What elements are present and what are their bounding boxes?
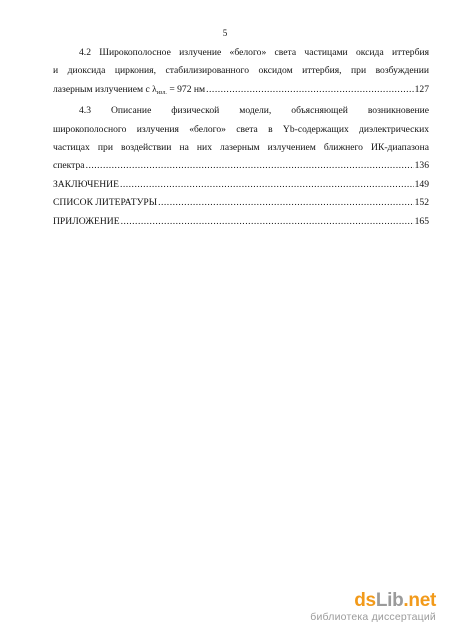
dot-leader (86, 157, 414, 175)
logo-ds: ds (354, 590, 376, 611)
watermark-subtitle: библиотека диссертаций (310, 611, 436, 623)
lambda-prefix: лазерным излучением с λ (53, 83, 157, 95)
dslib-watermark (310, 591, 436, 623)
dot-leader (158, 194, 414, 212)
toc-entry-conclusion-title: ЗАКЛЮЧЕНИЕ (53, 178, 119, 190)
toc-entry-4-2-page: 127 (414, 83, 429, 95)
wavelength-value: = 972 нм (166, 83, 206, 95)
page-number: 5 (222, 28, 228, 38)
dslib-logo (310, 591, 436, 610)
toc-entry-4-2[interactable] (53, 44, 429, 102)
toc-entry-references-title: СПИСОК ЛИТЕРАТУРЫ (53, 197, 158, 209)
logo-net: .net (403, 590, 436, 611)
toc-entry-4-2-line-3-text (53, 81, 205, 102)
toc-entry-4-3-line-4 (53, 157, 429, 175)
toc-entry-4-3-line-4-text: спектра (53, 160, 85, 172)
toc-entry-4-2-line-2: и диоксида циркония, стабилизированного оксидом иттербия, при возбуждении (53, 65, 429, 77)
dot-leader (120, 176, 414, 194)
toc-entry-appendix-title: ПРИЛОЖЕНИЕ (53, 215, 120, 227)
toc-entry-4-2-line-3 (53, 81, 429, 102)
toc-entry-appendix[interactable] (53, 213, 429, 231)
toc-entry-references-page: 152 (414, 197, 429, 209)
toc-entry-appendix-page: 165 (414, 215, 429, 227)
toc-entry-4-3-line-2: широкополосного излучения «белого» света в Yb-содержащих диэлектрических (53, 123, 429, 135)
toc-entry-references[interactable] (53, 194, 429, 212)
toc-entry-conclusion-page: 149 (414, 178, 429, 190)
dot-leader (121, 213, 414, 231)
logo-lib: Lib (375, 590, 404, 611)
toc-entry-4-2-line-1: 4.2 Широкополосное излучение «белого» света частицами оксида иттербия (79, 47, 429, 58)
table-of-contents (53, 44, 429, 231)
toc-entry-4-3-line-1: 4.3 Описание физической модели, объясняющей возникновение (79, 105, 429, 117)
toc-entry-4-3[interactable] (53, 102, 429, 176)
toc-entry-conclusion[interactable] (53, 176, 429, 194)
dot-leader (206, 81, 413, 99)
lambda-subscript: изл. (156, 89, 167, 96)
toc-entry-4-3-page: 136 (414, 160, 429, 172)
toc-entry-4-3-line-3: частицах при воздействии на них лазерным излучением ближнего ИК-диапазона (53, 142, 429, 154)
